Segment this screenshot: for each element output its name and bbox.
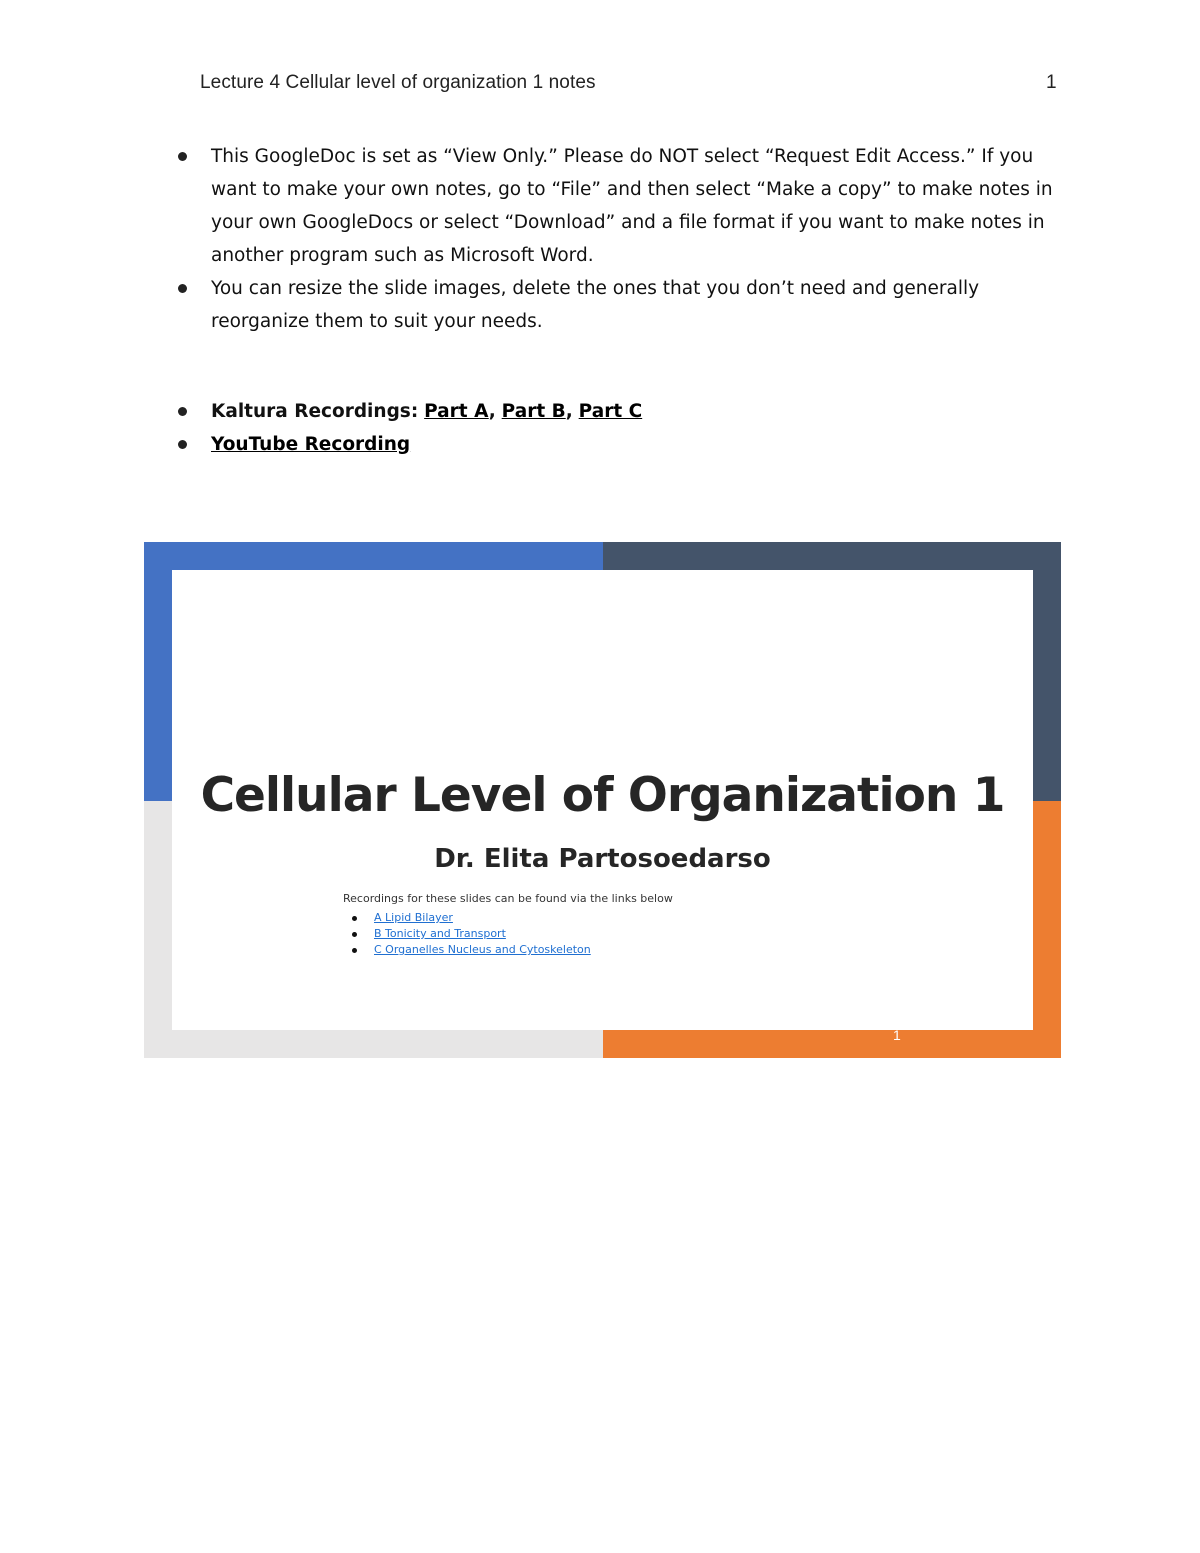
- recordings-list: [176, 395, 1056, 461]
- document-title: Lecture 4 Cellular level of organization 1 notes: [200, 72, 596, 93]
- bullet-icon: [178, 440, 187, 449]
- separator: ,: [488, 401, 496, 422]
- bullet-icon: [352, 932, 357, 937]
- youtube-recording-link[interactable]: YouTube Recording: [211, 434, 411, 455]
- slide-links-list: [352, 910, 591, 958]
- slide-image[interactable]: [144, 542, 1061, 1058]
- kaltura-part-c-link[interactable]: Part C: [578, 401, 643, 422]
- instruction-text-resize: You can resize the slide images, delete the ones that you don’t need and generally reorganize them to suit your needs.: [211, 278, 980, 332]
- instruction-text-view-only: This GoogleDoc is set as “View Only.” Please do NOT select “Request Edit Access.” If you want to make your own notes, go to “File” and then select “Make a copy” to make notes in your own GoogleDocs or select “Download” and a file format if you want to make notes in another program such as Microsoft Word.: [211, 146, 1053, 266]
- slide-note: Recordings for these slides can be found via the links below: [343, 892, 673, 905]
- slide-number: 1: [893, 1027, 901, 1043]
- separator: ,: [565, 401, 573, 422]
- bullet-icon: [178, 284, 187, 293]
- list-item: [176, 428, 1056, 461]
- list-item: [176, 140, 1056, 272]
- page-number: 1: [1046, 72, 1057, 93]
- bullet-icon: [178, 152, 187, 161]
- bullet-icon: [352, 916, 357, 921]
- slide-link-organelles[interactable]: C Organelles Nucleus and Cytoskeleton: [374, 943, 591, 956]
- kaltura-label: Kaltura Recordings:: [211, 401, 419, 422]
- slide-title: Cellular Level of Organization 1: [200, 768, 1005, 823]
- slide-link-lipid-bilayer[interactable]: A Lipid Bilayer: [374, 911, 453, 924]
- slide-link-tonicity-transport[interactable]: B Tonicity and Transport: [374, 927, 506, 940]
- kaltura-part-a-link[interactable]: Part A: [424, 401, 489, 422]
- list-item: [352, 942, 591, 958]
- kaltura-part-b-link[interactable]: Part B: [501, 401, 566, 422]
- list-item: [176, 272, 1056, 338]
- bullet-icon: [178, 407, 187, 416]
- list-item: [352, 910, 591, 926]
- instructions-list: [176, 140, 1056, 338]
- list-item: [176, 395, 1056, 428]
- list-item: [352, 926, 591, 942]
- slide-subtitle: Dr. Elita Partosoedarso: [434, 844, 771, 874]
- bullet-icon: [352, 948, 357, 953]
- slide-content: [172, 570, 1033, 1043]
